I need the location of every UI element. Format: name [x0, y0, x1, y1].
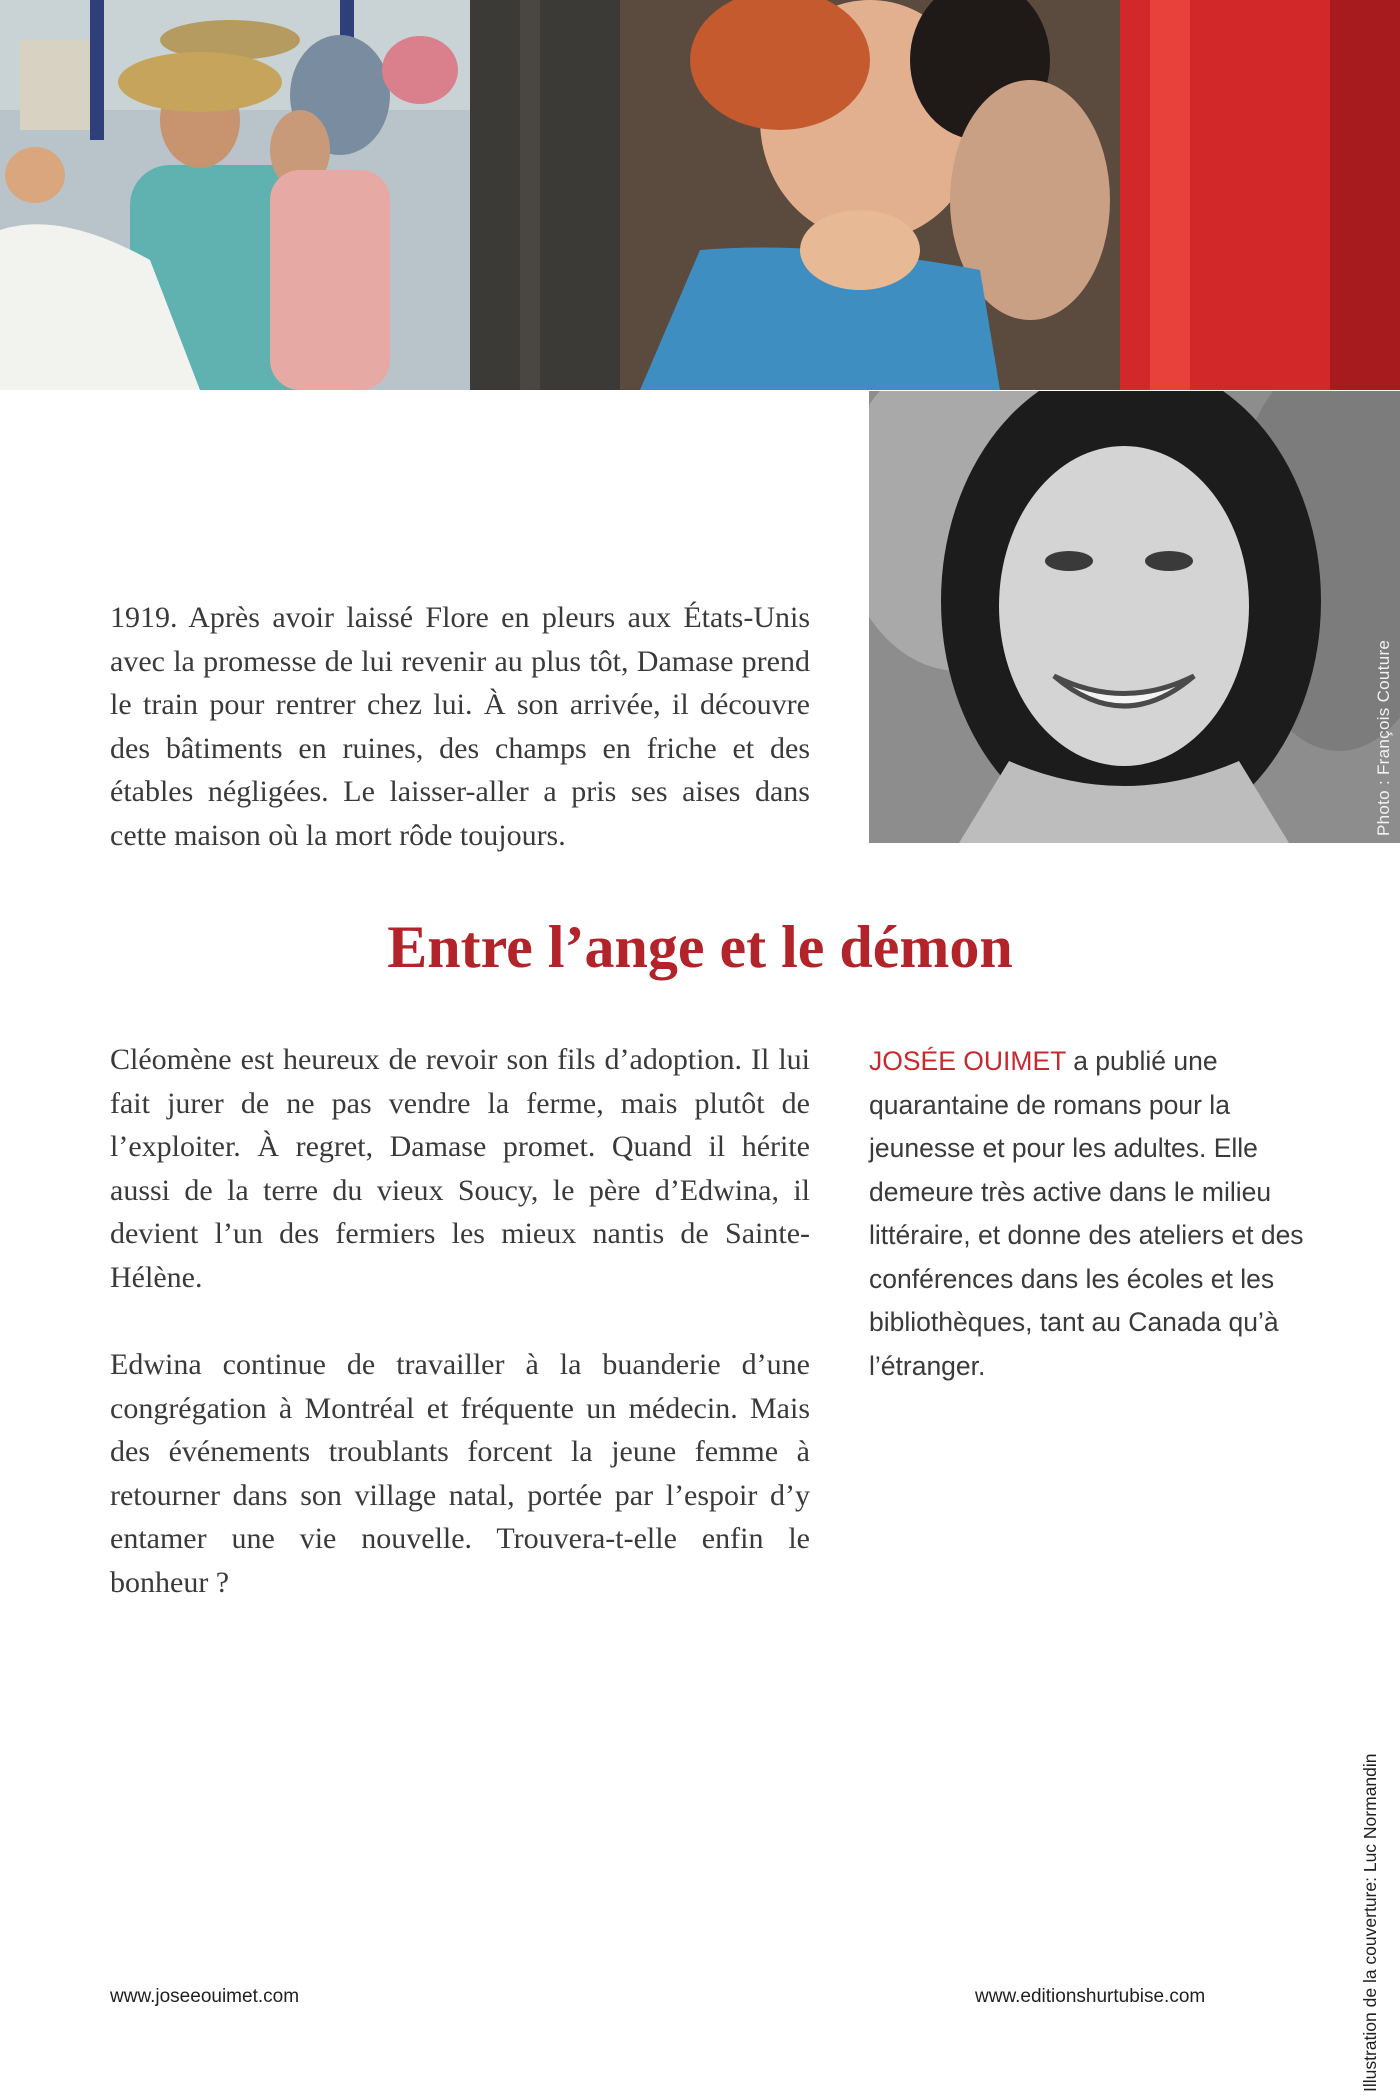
synopsis-paragraph-1: Cléomène est heureux de revoir son fils d’adoption. Il lui fait jurer de ne pas vendre la ferme, mais plutôt de l’exploiter. À regret, Damase promet. Quand il hérite aussi de la terre du vieux Soucy, le père d’Edwina, il devient l’un des fermiers les mieux nantis de Sainte-Hélène. [110, 1043, 810, 1294]
author-website-link[interactable]: www.joseeouimet.com [110, 1986, 300, 2007]
publisher-website-link[interactable]: www.editionshurtubise.com [975, 1986, 1206, 2007]
synopsis-paragraph-2: Edwina continue de travailler à la buanderie d’une congrégation à Montréal et fréquente un médecin. Mais des événements troublants forcent la jeune femme à retourner dans son village natal, portée par l’espoir d’y entamer une vie nouvelle. Trouvera-t-elle enfin le bonheur ? [110, 1348, 810, 1599]
cover-illustration-banner [0, 0, 1400, 390]
author-portrait-art [869, 391, 1400, 843]
book-title: Entre l’ange et le démon [387, 914, 1013, 980]
author-bio [869, 1040, 1329, 1388]
author-name: JOSÉE OUIMET [869, 1046, 1066, 1076]
author-photo [869, 391, 1400, 843]
photo-credit: Photo : François Couture [1374, 639, 1393, 836]
synopsis [110, 1038, 810, 1648]
cover-painting-art [0, 0, 1400, 390]
intro-paragraph: 1919. Après avoir laissé Flore en pleurs aux États-Unis avec la promesse de lui revenir au plus tôt, Damase prend le train pour rentrer chez lui. À son arrivée, il découvre des bâtiments en ruines, des champs en friche et des étables négligées. Le laisser-aller a pris ses aises dans cette maison où la mort rôde toujours. [110, 601, 810, 852]
cover-illustration-credit: Illustration de la couverture: Luc Normandin [1360, 1753, 1380, 2092]
author-bio-text: a publié une quarantaine de romans pour la jeunesse et pour les adultes. Elle demeure très active dans le milieu littéraire, et donne des ateliers et des conférences dans les écoles et les bibliothèques, tant au Canada qu’à l’étranger. [869, 1046, 1304, 1381]
